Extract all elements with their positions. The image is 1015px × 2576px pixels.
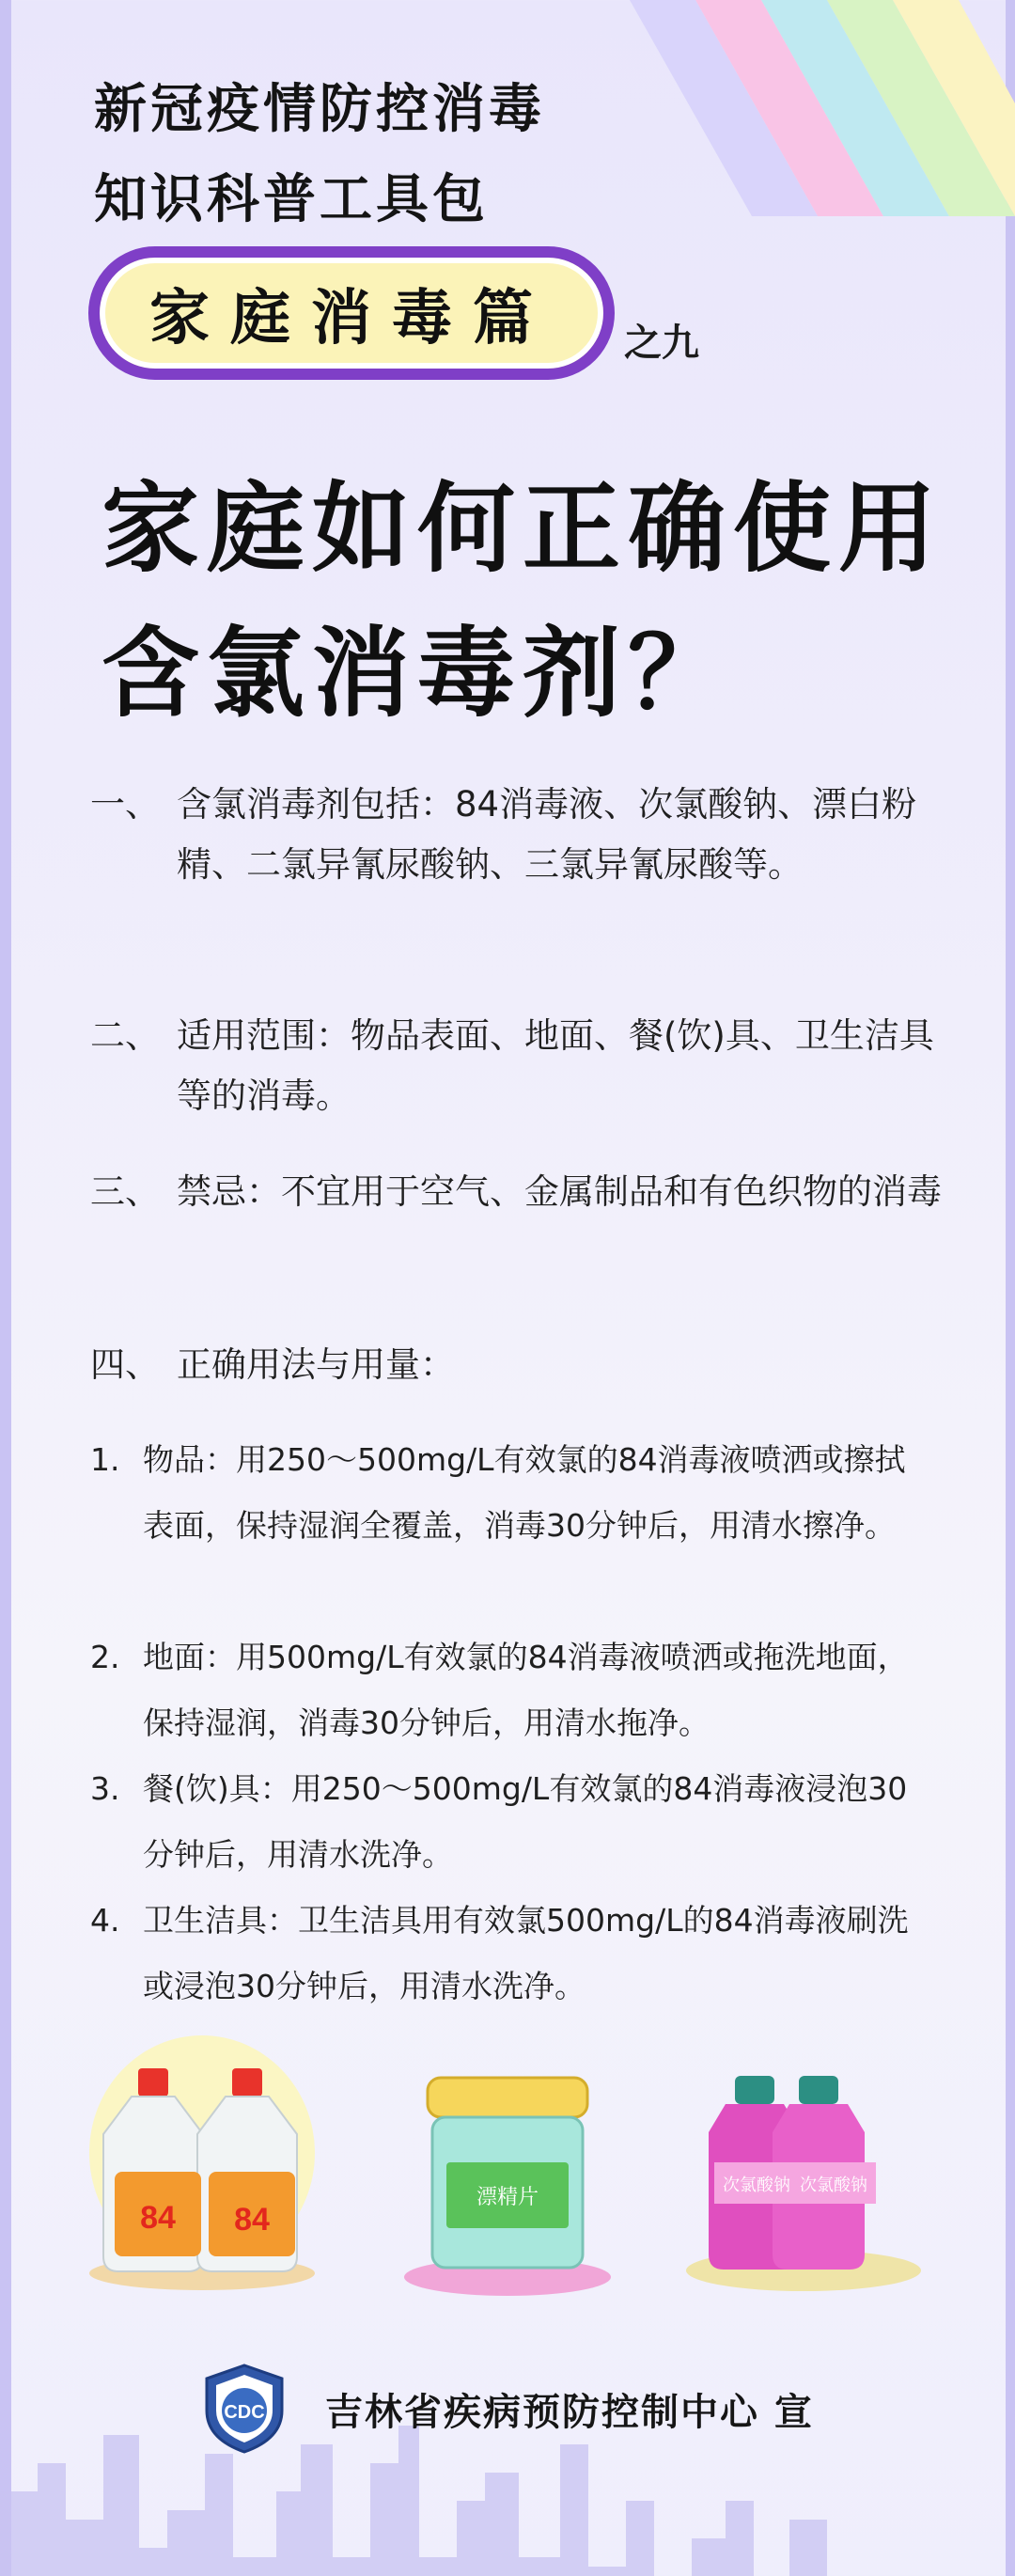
usage-index: 4.	[90, 1902, 120, 1939]
section-number: 三、	[90, 1171, 160, 1212]
bottle-label: 84	[234, 2202, 270, 2238]
usage-text: 物品：用250～500mg/L有效氯的84消毒液喷洒或擦拭表面，保持湿润全覆盖，消毒30分钟后，用清水擦净。	[143, 1441, 906, 1544]
tablet-label: 漂精片	[476, 2185, 539, 2208]
organization-name: 吉林省疾病预防控制中心 宣	[325, 2390, 814, 2434]
cdc-shield-logo-icon	[197, 2362, 291, 2456]
logo-text: CDC	[224, 2402, 265, 2423]
usage-item	[90, 1625, 936, 1741]
chapter-badge-label: 家庭消毒篇	[88, 246, 615, 380]
section-text: 正确用法与用量：	[177, 1344, 455, 1385]
footer	[197, 2362, 814, 2456]
usage-text: 餐(饮)具：用250～500mg/L有效氯的84消毒液浸泡30分钟后，用清水洗净。	[143, 1770, 908, 1873]
tablet-jar-illustration	[404, 2078, 611, 2296]
section-number: 一、	[90, 784, 160, 825]
usage-index: 2.	[90, 1639, 120, 1675]
usage-index: 3.	[90, 1770, 120, 1807]
usage-item	[90, 1427, 936, 1544]
section-text: 适用范围：物品表面、地面、餐(饮)具、卫生洁具等的消毒。	[177, 1015, 934, 1116]
hypochlorite-label: 次氯酸钠	[723, 2175, 790, 2194]
chapter-number: 之九	[624, 322, 699, 365]
section-text: 含氯消毒剂包括：84消毒液、次氯酸钠、漂白粉精、二氯异氰尿酸钠、三氯异氰尿酸等。	[177, 784, 917, 885]
bottle-84-illustration	[89, 2035, 315, 2290]
hypochlorite-bottle-illustration	[686, 2076, 921, 2291]
usage-index: 1.	[90, 1441, 120, 1478]
kit-title-line2: 知识科普工具包	[94, 169, 489, 230]
kit-title-line1: 新冠疫情防控消毒	[94, 79, 545, 140]
section-4	[90, 1335, 936, 1395]
usage-item	[90, 1756, 936, 1873]
section-number: 二、	[90, 1015, 160, 1056]
bottle-label: 84	[140, 2200, 176, 2236]
usage-item	[90, 1888, 936, 2004]
section-number: 四、	[90, 1344, 160, 1385]
usage-text: 卫生洁具：卫生洁具用有效氯500mg/L的84消毒液刷洗或浸泡30分钟后，用清水洗净。	[143, 1902, 909, 2004]
chapter-badge	[88, 246, 699, 380]
hypochlorite-label: 次氯酸钠	[800, 2175, 867, 2194]
usage-text: 地面：用500mg/L有效氯的84消毒液喷洒或拖洗地面，保持湿润，消毒30分钟后，用清水拖净。	[143, 1639, 909, 1741]
main-title-line2: 含氯消毒剂？	[102, 616, 734, 730]
main-title-line1: 家庭如何正确使用	[102, 471, 945, 586]
section-3	[90, 1162, 942, 1222]
section-1	[90, 775, 936, 885]
rainbow-stripes-decoration	[583, 0, 1015, 216]
section-2	[90, 1006, 936, 1116]
product-illustrations	[0, 2031, 1015, 2303]
section-text: 禁忌：不宜用于空气、金属制品和有色织物的消毒	[177, 1171, 942, 1212]
